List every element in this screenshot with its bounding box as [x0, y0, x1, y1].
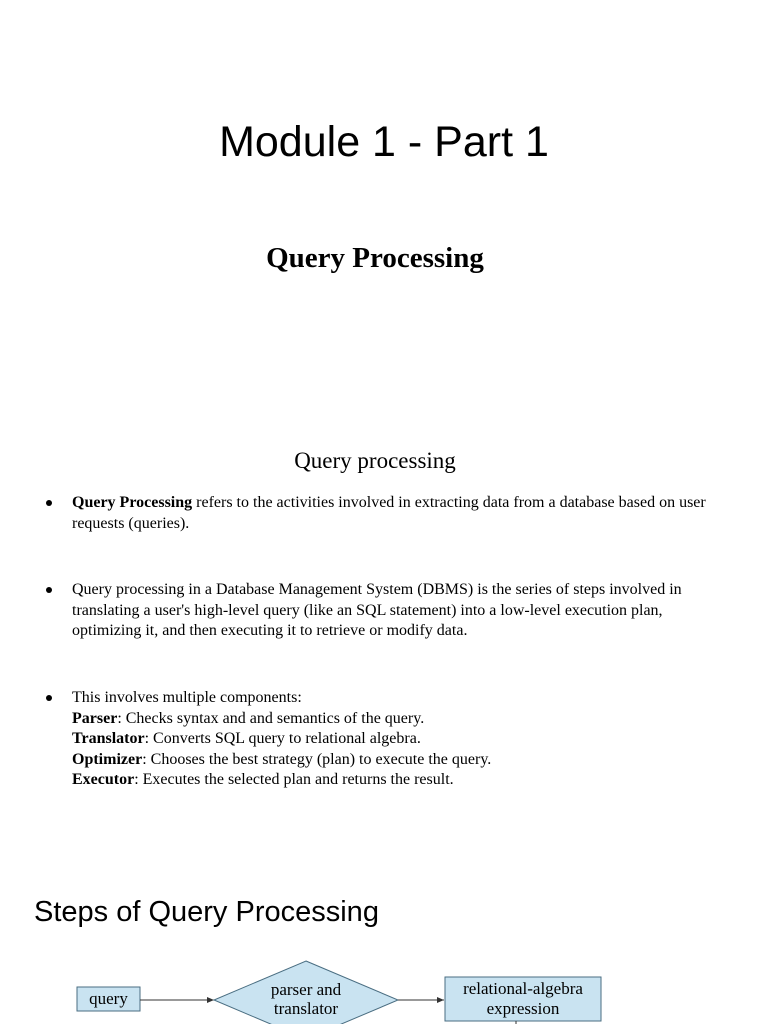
query-box-label: query [89, 989, 128, 1008]
bullet-components [72, 688, 732, 791]
components-intro: This involves multiple components: [72, 689, 302, 706]
parser-label-line2: translator [273, 999, 339, 1018]
module-title: Module 1 - Part 1 [219, 118, 549, 166]
component-name: Translator [72, 730, 145, 747]
component-optimizer [72, 750, 732, 771]
bullet-dbms-description [72, 580, 732, 642]
bullet-text: refers to the activities involved in extracting data from a database based on user requests (queries). [72, 494, 706, 532]
component-executor [72, 770, 732, 791]
bullet-query-processing-definition [72, 493, 732, 534]
relational-label-line2: expression [486, 999, 560, 1018]
bullet-text: Query processing in a Database Management System (DBMS) is the series of steps involved in translating a user's high-level query (like an SQL statement) into a low-level execution plan, optimizing it, and then executing it to retrieve or modify data. [72, 581, 682, 639]
component-name: Executor [72, 771, 135, 788]
relational-label-line1: relational-algebra [463, 979, 583, 998]
page-subtitle: Query Processing [266, 242, 484, 274]
component-name: Parser [72, 709, 118, 727]
query-processing-diagram [0, 950, 768, 1024]
component-name: Optimizer [72, 750, 143, 768]
component-desc: : Executes the selected plan and returns the result. [134, 771, 454, 788]
parser-label-line1: parser and [270, 980, 342, 999]
component-translator [72, 729, 732, 750]
steps-heading: Steps of Query Processing [34, 896, 379, 928]
component-desc: : Checks syntax and and semantics of the query. [117, 709, 425, 727]
component-parser [72, 709, 732, 730]
component-desc: : Chooses the best strategy (plan) to execute the query. [142, 750, 492, 768]
component-desc: : Converts SQL query to relational algebra. [144, 730, 421, 747]
section-heading: Query processing [294, 448, 456, 473]
bullet-bold-term: Query Processing [72, 494, 193, 511]
